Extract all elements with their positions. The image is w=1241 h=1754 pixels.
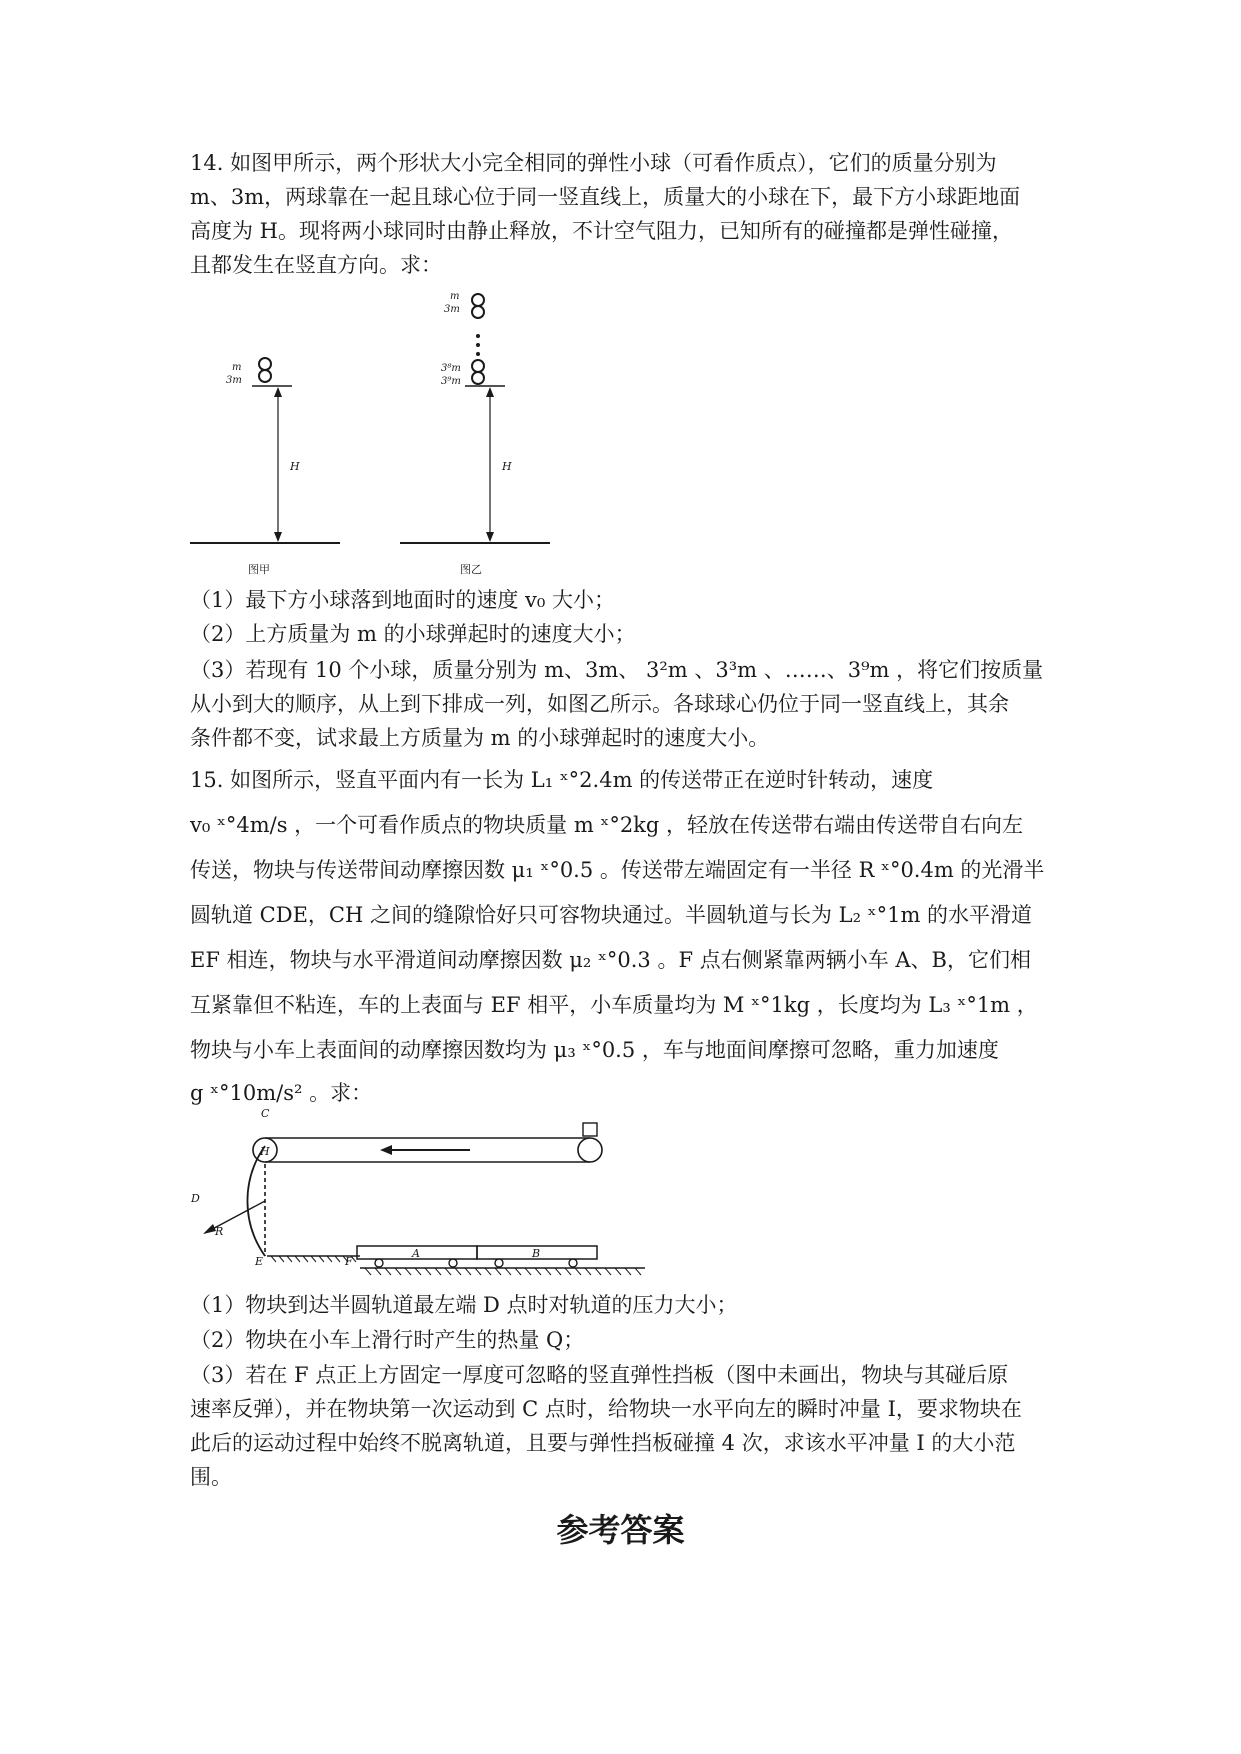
ball-3m	[259, 370, 271, 382]
label-E: E	[255, 1255, 264, 1268]
q15-line: 15. 如图所示，竖直平面内有一长为 L₁ ˣ°2.4m 的传送带正在逆时针转动，速度	[190, 768, 934, 792]
q14-figure-a	[190, 345, 340, 585]
q14-figure-b	[400, 285, 550, 585]
q15-part: 此后的运动过程中始终不脱离轨道，且要与弹性挡板碰撞 4 次，求该水平冲量 I 的大小范	[190, 1431, 1016, 1455]
wheel	[375, 1259, 383, 1267]
q15-line: v₀ ˣ°4m/s ，一个可看作质点的物块质量 m ˣ°2kg ，轻放在传送带右端由传送带自右向左	[190, 813, 1024, 837]
hatch-marks	[271, 1256, 356, 1262]
q15-part: （3）若在 F 点正上方固定一厚度可忽略的竖直弹性挡板（图中未画出，物块与其碰后原	[190, 1363, 1009, 1387]
q15-line: EF 相连，物块与水平滑道间动摩擦因数 μ₂ ˣ°0.3 。F 点右侧紧靠两辆小车 A、B，它们相	[190, 948, 1031, 972]
q14-part: （2）上方质量为 m 的小球弹起时的速度大小；	[190, 622, 636, 646]
ball-3-8m	[472, 360, 484, 372]
ball-3m	[472, 306, 484, 318]
label-F: F	[345, 1255, 353, 1268]
caption-yi: 图乙	[460, 563, 482, 576]
label-m: m	[450, 291, 460, 302]
q15-part: 速率反弹），并在物块第一次运动到 C 点时，给物块一水平向左的瞬时冲量 I，要求物块在	[190, 1397, 1022, 1421]
label-3-8m: 3⁸m	[441, 363, 461, 374]
label-3m: 3m	[444, 304, 460, 315]
label-H: H	[502, 460, 512, 473]
q15-line: 物块与小车上表面间的动摩擦因数均为 μ₃ ˣ°0.5 ，车与地面间摩擦可忽略，重力加速度	[190, 1038, 999, 1062]
block	[583, 1123, 597, 1136]
label-A: A	[412, 1247, 420, 1260]
label-C: C	[261, 1108, 270, 1120]
wheel	[569, 1259, 577, 1267]
label-H: H	[260, 1145, 270, 1158]
ellipsis-dot	[476, 334, 480, 338]
q14-part: 条件都不变，试求最上方质量为 m 的小球弹起时的速度大小。	[190, 726, 770, 750]
arrow-head-left	[380, 1145, 392, 1155]
ball-m	[259, 358, 271, 370]
q15-line: 圆轨道 CDE，CH 之间的缝隙恰好只可容物块通过。半圆轨道与长为 L₂ ˣ°1m 的水平滑道	[190, 903, 1033, 927]
q14-line: m、3m，两球靠在一起且球心位于同一竖直线上，质量大的小球在下，最下方小球距地面	[190, 185, 1021, 209]
label-3-9m: 3⁹m	[441, 376, 461, 387]
wheel	[495, 1259, 503, 1267]
q14-line: 且都发生在竖直方向。求：	[190, 253, 442, 277]
q15-line: g ˣ°10m/s² 。求：	[190, 1081, 373, 1105]
q14-line: 14. 如图甲所示，两个形状大小完全相同的弹性小球（可看作质点），它们的质量分别为	[190, 151, 997, 175]
q15-line: 互紧靠但不粘连，车的上表面与 EF 相平，小车质量均为 M ˣ°1kg ，长度均为 L₃ ˣ°1m ，	[190, 993, 1038, 1017]
label-m: m	[232, 362, 242, 373]
arrow-head-up	[274, 387, 282, 397]
ball-3-9m	[472, 372, 484, 384]
q15-part: 围。	[190, 1465, 232, 1489]
label-D: D	[191, 1192, 200, 1205]
q14-part: （1）最下方小球落到地面时的速度 v₀ 大小；	[190, 588, 615, 612]
wheel	[449, 1259, 457, 1267]
q15-part: （1）物块到达半圆轨道最左端 D 点时对轨道的压力大小；	[190, 1293, 738, 1317]
q14-line: 高度为 H。现将两小球同时由静止释放，不计空气阻力，已知所有的碰撞都是弹性碰撞，	[190, 219, 1013, 243]
label-H: H	[290, 460, 300, 473]
q14-part: 从小到大的顺序，从上到下排成一列，如图乙所示。各球球心仍位于同一竖直线上，其余	[190, 692, 1009, 716]
label-3m: 3m	[226, 375, 242, 386]
arrow-head-down	[486, 532, 494, 542]
caption-jia: 图甲	[248, 563, 270, 576]
q15-line: 传送，物块与传送带间动摩擦因数 μ₁ ˣ°0.5 。传送带左端固定有一半径 R ˣ°0.4m 的光滑半	[190, 858, 1045, 882]
ellipsis-dot	[476, 343, 480, 347]
q15-part: （2）物块在小车上滑行时产生的热量 Q；	[190, 1328, 585, 1352]
arrow-head-down	[274, 532, 282, 542]
label-B: B	[532, 1247, 541, 1260]
label-R: R	[215, 1225, 224, 1238]
ground-hatch	[365, 1268, 641, 1275]
answer-title: 参考答案	[556, 1511, 685, 1549]
ellipsis-dot	[476, 352, 480, 356]
q14-part: （3）若现有 10 个小球，质量分别为 m、3m、 3²m 、3³m 、……、3⁹m ，将它们按质量	[190, 658, 1044, 682]
right-pulley	[578, 1138, 602, 1162]
q15-figure	[185, 1108, 725, 1288]
ball-m	[472, 294, 484, 306]
arrow-head-up	[486, 387, 494, 397]
